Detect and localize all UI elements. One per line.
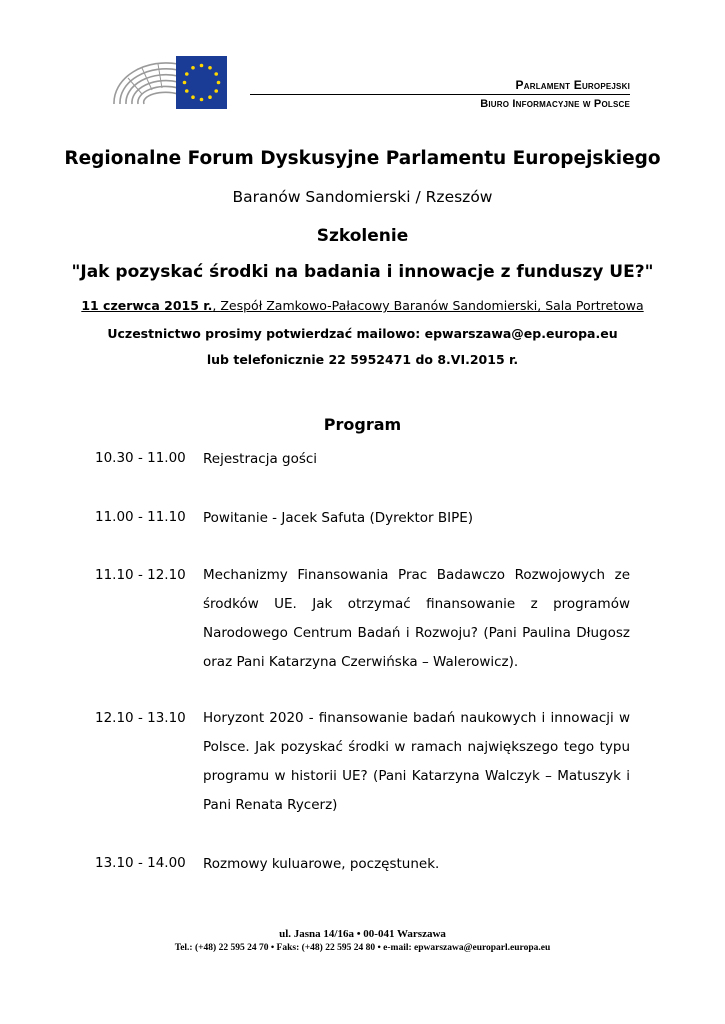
program-line: programu w historii UE? (Pani Katarzyna Walczyk – Matuszyk i bbox=[203, 768, 630, 784]
event-topic: "Jak pozyskać środki na badania i innowacje z funduszy UE?" bbox=[71, 262, 654, 282]
program-line: oraz Pani Katarzyna Czerwińska – Walerowicz). bbox=[203, 654, 519, 670]
program-description bbox=[203, 509, 630, 527]
event-venue: , Zespół Zamkowo-Pałacowy Baranów Sandomierski, Sala Portretowa bbox=[212, 298, 644, 313]
event-type: Szkolenie bbox=[316, 226, 409, 246]
eu-star-icon bbox=[191, 66, 195, 70]
program-line: Narodowego Centrum Badań i Rozwoju? (Pani Paulina Długosz bbox=[203, 625, 630, 641]
eu-star-icon bbox=[185, 72, 189, 76]
program-time: 12.10 - 13.10 bbox=[95, 710, 186, 726]
eu-star-icon bbox=[191, 95, 195, 99]
event-date-venue bbox=[0, 298, 725, 313]
eu-star-icon bbox=[217, 81, 221, 85]
program-line: środków UE. Jak otrzymać finansowanie z programów bbox=[203, 596, 630, 612]
european-parliament-logo-icon bbox=[108, 54, 228, 112]
eu-star-icon bbox=[214, 89, 218, 93]
org-name: Parlament Europejski bbox=[515, 78, 630, 92]
program-description bbox=[203, 855, 630, 873]
event-title: Regionalne Forum Dyskusyjne Parlamentu Europejskiego bbox=[64, 148, 661, 169]
program-time: 13.10 - 14.00 bbox=[95, 855, 186, 871]
eu-star-icon bbox=[208, 95, 212, 99]
program-time: 10.30 - 11.00 bbox=[95, 450, 186, 466]
program-line: Polsce. Jak pozyskać środki w ramach największego tego typu bbox=[203, 739, 630, 755]
event-location: Baranów Sandomierski / Rzeszów bbox=[232, 188, 493, 206]
eu-star-icon bbox=[200, 98, 204, 102]
footer-address: ul. Jasna 14/16a • 00-041 Warszawa bbox=[279, 928, 446, 940]
eu-star-icon bbox=[214, 72, 218, 76]
program-description bbox=[203, 704, 630, 820]
eu-star-icon bbox=[208, 66, 212, 70]
program-time: 11.00 - 11.10 bbox=[95, 509, 186, 525]
event-date: 11 czerwca 2015 r. bbox=[81, 298, 213, 313]
program-line: Rozmowy kuluarowe, poczęstunek. bbox=[203, 856, 440, 872]
program-line: Pani Renata Rycerz) bbox=[203, 797, 338, 813]
program-line: Mechanizmy Finansowania Prac Badawczo Rozwojowych ze bbox=[203, 567, 630, 583]
eu-star-icon bbox=[185, 89, 189, 93]
eu-star-icon bbox=[200, 64, 204, 68]
program-description bbox=[203, 561, 630, 677]
program-description bbox=[203, 450, 630, 468]
footer-contact: Tel.: (+48) 22 595 24 70 • Faks: (+48) 22 595 24 80 • e-mail: epwarszawa@europarl.europa.eu bbox=[174, 943, 551, 953]
program-line: Horyzont 2020 - finansowanie badań naukowych i innowacji w bbox=[203, 710, 630, 726]
eu-star-icon bbox=[183, 81, 187, 85]
org-office: Biuro Informacyjne w Polsce bbox=[480, 98, 630, 110]
program-time: 11.10 - 12.10 bbox=[95, 567, 186, 583]
rsvp-email: Uczestnictwo prosimy potwierdzać mailowo: epwarszawa@ep.europa.eu bbox=[107, 326, 618, 341]
rsvp-phone: lub telefonicznie 22 5952471 do 8.VI.2015 r. bbox=[206, 352, 519, 367]
header-divider bbox=[250, 94, 630, 95]
program-line: Powitanie - Jacek Safuta (Dyrektor BIPE) bbox=[203, 510, 474, 526]
program-line: Rejestracja gości bbox=[203, 451, 318, 467]
program-heading: Program bbox=[323, 415, 402, 434]
organization-name bbox=[516, 78, 630, 92]
